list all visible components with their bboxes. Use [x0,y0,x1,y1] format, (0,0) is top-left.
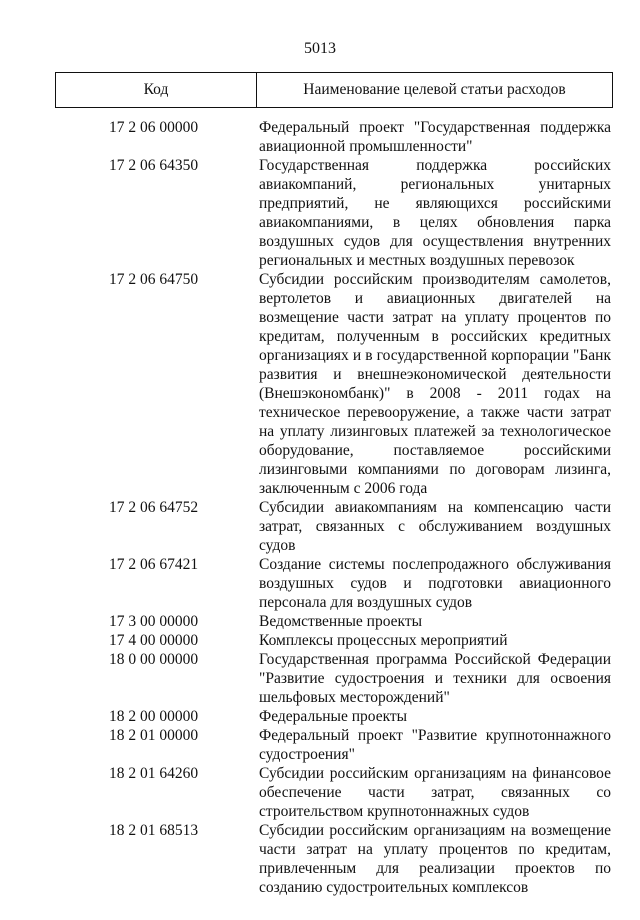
table-row [0,118,640,156]
row-name: Федеральный проект "Государственная поддержка авиационной промышленности" [259,119,611,155]
row-name: Субсидии российским производителям самолетов, вертолетов и авиационных двигателей на возмещение части затрат на уплату процентов по кредитам, полученным в российских кредитных организациях и в государственной корпорации "Банк развития и внешнеэкономической деятельности (Внешэкономбанк)" в 2008 - 2011 годах на техническое перевооружение, а также части затрат на уплату лизинговых платежей за технологическое оборудование, поставляемое российскими лизинговыми компаниями по договорам лизинга, заключенным с 2006 года [259,271,611,497]
row-name: Субсидии авиакомпаниям на компенсацию части затрат, связанных с обслуживанием воздушных судов [259,499,611,554]
table-row [0,555,640,612]
page-number: 5013 [304,40,336,57]
row-code: 17 2 06 64750 [109,271,199,288]
row-name: Субсидии российским организациям на возмещение части затрат на уплату процентов по кредитам, привлеченным для реализации проектов по созданию судостроительных комплексов [259,822,611,896]
row-name: Федеральный проект "Развитие крупнотоннажного судостроения" [259,727,611,763]
row-code: 18 0 00 00000 [109,651,199,668]
header-name: Наименование целевой статьи расходов [303,81,566,98]
row-code: 18 2 01 64260 [109,765,199,782]
row-code: 18 2 01 00000 [109,727,199,744]
table-row [0,631,640,650]
row-code: 17 2 06 64752 [109,499,199,516]
table-row [0,764,640,821]
table-body [0,118,640,897]
row-code: 17 4 00 00000 [109,632,199,649]
table-row [0,270,640,498]
row-name: Комплексы процессных мероприятий [259,632,508,649]
row-code: 17 2 06 64350 [109,157,199,174]
table-row [0,650,640,707]
row-name: Субсидии российским организациям на финансовое обеспечение части затрат, связанных со строительством крупнотоннажных судов [259,765,611,820]
table-row [0,156,640,270]
row-name: Государственная программа Российской Федерации "Развитие судостроения и техники для освоения шельфовых месторождений" [259,651,611,706]
table-row [0,821,640,897]
row-name: Государственная поддержка российских авиакомпаний, региональных унитарных предприятий, не являющихся российскими авиакомпаниями, в целях обновления парка воздушных судов для осуществления внутренних региональных и местных воздушных перевозок [259,157,611,269]
row-code: 18 2 00 00000 [109,708,199,725]
row-code: 17 3 00 00000 [109,613,199,630]
table-row [0,498,640,555]
row-code: 17 2 06 67421 [109,556,199,573]
table-header [55,72,613,108]
table-row [0,726,640,764]
row-name: Ведомственные проекты [259,613,423,630]
table-row [0,707,640,726]
table-row [0,612,640,631]
row-name: Федеральные проекты [259,708,408,725]
header-code: Код [56,73,257,107]
row-code: 18 2 01 68513 [109,822,199,839]
row-name: Создание системы послепродажного обслуживания воздушных судов и подготовки авиационного персонала для воздушных судов [259,556,611,611]
row-code: 17 2 06 00000 [109,119,199,136]
